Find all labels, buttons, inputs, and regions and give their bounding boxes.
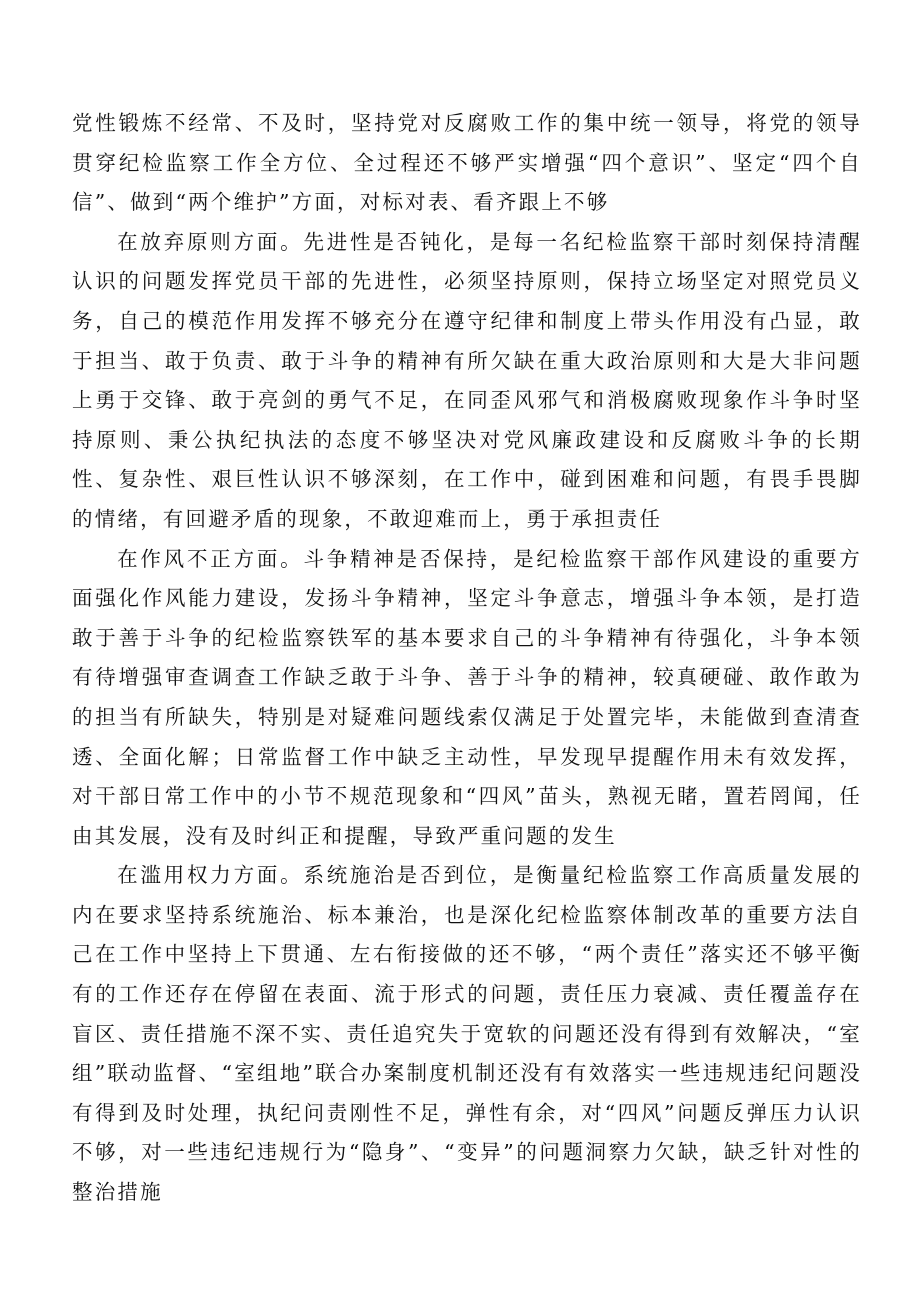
paragraph-abuse-of-power: 在滥用权力方面。系统施治是否到位，是衡量纪检监察工作高质量发展的内在要求坚持系统施治、标本兼治，也是深化纪检监察体制改革的重要方法自己在工作中坚持上下贯通、左右衔接做的还不够，“两个责任”落实还不够平衡有的工作还存在停留在表面、流于形式的问题，责任压力衰减、责任覆盖存在盲区、责任措施不深不实、责任追究失于宽软的问题还没有得到有效解决，“室组”联动监督、“室组地”联合办案制度机制还没有有效落实一些违规违纪问题没有得到及时处理，执纪问责刚性不足，弹性有余，对“四风”问题反弹压力认识不够，对一些违纪违规行为“隐身”、“变异”的问题洞察力欠缺，缺乏针对性的整治措施 <box>72 863 862 1205</box>
document-body <box>72 104 862 1213</box>
paragraph-abandoning-principles: 在放弃原则方面。先进性是否钝化，是每一名纪检监察干部时刻保持清醒认识的问题发挥党员干部的先进性，必须坚持原则，保持立场坚定对照党员义务，自己的模范作用发挥不够充分在遵守纪律和制度上带头作用没有凸显，敢于担当、敢于负责、敢于斗争的精神有所欠缺在重大政治原则和大是大非问题上勇于交锋、敢于亮剑的勇气不足，在同歪风邪气和消极腐败现象作斗争时坚持原则、秉公执纪执法的态度不够坚决对党风廉政建设和反腐败斗争的长期性、复杂性、艰巨性认识不够深刻，在工作中，碰到困难和问题，有畏手畏脚的情绪，有回避矛盾的现象，不敢迎难而上，勇于承担责任 <box>72 229 862 531</box>
paragraph-party-spirit: 党性锻炼不经常、不及时，坚持党对反腐败工作的集中统一领导，将党的领导贯穿纪检监察工作全方位、全过程还不够严实增强“四个意识”、坚定“四个自信”、做到“两个维护”方面，对标对表、看齐跟上不够 <box>72 111 862 215</box>
paragraph-improper-work-style: 在作风不正方面。斗争精神是否保持，是纪检监察干部作风建设的重要方面强化作风能力建设，发扬斗争精神，坚定斗争意志，增强斗争本领，是打造敢于善于斗争的纪检监察铁军的基本要求自己的斗争精神有待强化，斗争本领有待增强审查调查工作缺乏敢于斗争、善于斗争的精神，较真硬碰、敢作敢为的担当有所缺失，特别是对疑难问题线索仅满足于处置完毕，未能做到查清查透、全面化解；日常监督工作中缺乏主动性，早发现早提醒作用未有效发挥，对干部日常工作中的小节不规范现象和“四风”苗头，熟视无睹，置若罔闻，任由其发展，没有及时纠正和提醒，导致严重问题的发生 <box>72 546 862 848</box>
